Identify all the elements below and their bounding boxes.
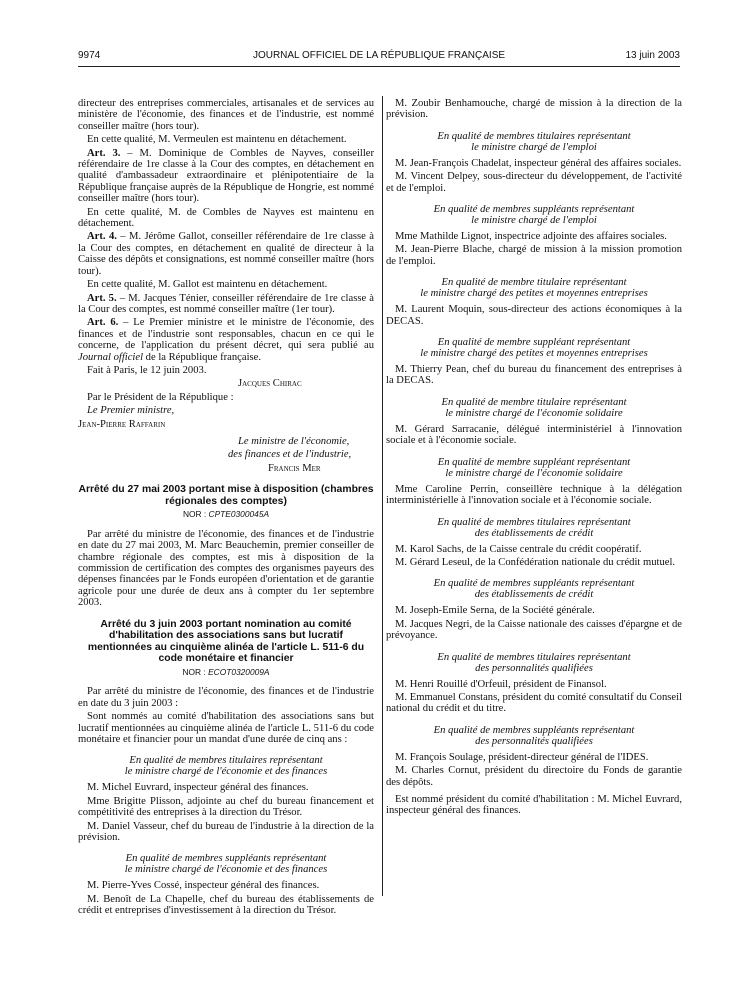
minister-title-1: Le ministre de l'économie, [238, 435, 350, 447]
arrete-1-title: Arrêté du 27 mai 2003 portant mise à disposition (chambres régionales des comptes) [78, 484, 374, 507]
article-label: Art. 3. [87, 147, 121, 159]
section-heading: En qualité de membres suppléants représentant des établissements de crédit [433, 578, 635, 601]
arrete-2-text-2: Sont nommés au comité d'habilitation des associations sans but lucratif mentionnées au cinquième alinéa de l'article L. 511-6 du code monétaire et financier pour un mandat d'une durée de cinq ans : [78, 711, 374, 746]
member: M. Jacques Negri, de la Caisse nationale des caisses d'épargne et de prévoyance. [386, 618, 682, 642]
section-heading: En qualité de membres titulaires représentant des établissements de crédit [437, 516, 631, 539]
article-text: – M. Jacques Ténier, conseiller référendaire de 1re classe à la Cour des comptes, est nommé conseiller maître (1er tour). [78, 292, 374, 315]
president-appointment: Est nommé président du comité d'habilitation : M. Michel Euvrard, inspecteur général des finances. [386, 793, 682, 817]
article-6 [78, 317, 374, 363]
paragraph: En cette qualité, M. Vermeulen est maintenu en détachement. [87, 134, 347, 146]
journal-title: JOURNAL OFFICIEL DE LA RÉPUBLIQUE FRANÇAISE [252, 50, 506, 61]
member: M. Daniel Vasseur, chef du bureau de l'industrie à la direction de la prévision. [78, 820, 374, 844]
section-heading: En qualité de membre suppléant représentant le ministre chargé des petites et moyennes entreprises [420, 337, 648, 360]
president-signature: Jacques Chirac [238, 378, 302, 390]
section-heading: En qualité de membre titulaire représentant le ministre chargé des petites et moyennes entreprises [420, 277, 648, 300]
section-heading: En qualité de membres titulaires représentant des personnalités qualifiées [437, 651, 631, 674]
article-4 [78, 231, 374, 277]
member: M. Vincent Delpey, sous-directeur du développement, de l'activité et de l'emploi. [386, 171, 682, 194]
member: Mme Caroline Perrin, conseillère technique à la délégation interministérielle à l'innovation sociale et à l'économie sociale. [386, 483, 682, 507]
arrete-1-nor: NOR : CPTE0300045A [182, 509, 270, 520]
arrete-2-text-1: Par arrêté du ministre de l'économie, des finances et de l'industrie en date du 3 juin 2003 : [78, 686, 374, 709]
article-text: – M. Dominique de Combles de Nayves, conseiller référendaire de 1re classe à la Cour des comptes, en détachement en qualité d'ambassadeur extraordinaire et plénipotentiaire de la République française auprès de la République de Hongrie, est nommé conseiller maître (hors tour). [78, 147, 374, 205]
member: M. Gérard Sarracanie, délégué interministériel à l'innovation sociale et à l'économie sociale. [386, 423, 682, 447]
signature-date: Fait à Paris, le 12 juin 2003. [87, 364, 207, 376]
member: M. Henri Rouillé d'Orfeuil, président de Finansol. [395, 678, 607, 690]
article-5 [78, 293, 374, 316]
member: M. Charles Cornut, président du directoire du Fonds de garantie des dépôts. [386, 765, 682, 788]
section-heading: En qualité de membres suppléants représentant des personnalités qualifiées [433, 724, 635, 747]
section-heading: En qualité de membres titulaires représentant le ministre chargé de l'économie et des finances [124, 755, 328, 778]
member: M. Jean-François Chadelat, inspecteur général des affaires sociales. [395, 157, 682, 169]
page-number: 9974 [78, 50, 101, 61]
minister-title-2: des finances et de l'industrie, [228, 449, 352, 461]
article-label: Art. 5. [87, 292, 117, 304]
pm-name: Jean-Pierre Raffarin [78, 418, 166, 430]
issue-date: 13 juin 2003 [625, 50, 680, 61]
member: M. Benoît de La Chapelle, chef du bureau des établissements de crédit et entreprises d'investissement à la direction du Trésor. [78, 893, 374, 917]
member: M. Emmanuel Constans, président du comité consultatif du Conseil national du crédit et du titre. [386, 691, 682, 715]
header-rule [78, 66, 680, 67]
member: M. François Soulage, président-directeur général de l'IDES. [395, 751, 649, 763]
journal-reference: Journal officiel [78, 351, 144, 363]
member: Mme Mathilde Lignot, inspectrice adjointe des affaires sociales. [395, 231, 667, 243]
section-heading: En qualité de membre titulaire représentant le ministre chargé de l'économie solidaire [441, 396, 627, 419]
member: M. Jean-Pierre Blache, chargé de mission à la mission promotion de l'emploi. [386, 244, 682, 267]
article-text: – M. Jérôme Gallot, conseiller référendaire de 1re classe à la Cour des comptes, en détachement en qualité de directeur à la Caisse des dépôts et consignations, est nommé conseiller maître (hors tour). [78, 231, 374, 277]
section-heading: En qualité de membres suppléants représentant le ministre chargé de l'économie et des finances [124, 853, 328, 876]
par-le-president: Par le Président de la République : [87, 391, 234, 403]
minister-name: Francis Mer [268, 462, 321, 474]
member: Mme Brigitte Plisson, adjointe au chef du bureau financement et compétitivité des entreprises à la direction du Trésor. [78, 795, 374, 819]
arrete-2-title: Arrêté du 3 juin 2003 portant nomination au comité d'habilitation des associations sans but lucratif mentionnées au cinquième alinéa de l'article L. 511-6 du code monétaire et financier [87, 618, 365, 665]
member: M. Karol Sachs, de la Caisse centrale du crédit coopératif. [395, 543, 642, 555]
section-heading: En qualité de membre suppléant représentant le ministre chargé de l'économie solidaire [437, 456, 631, 479]
arrete-2-nor: NOR : ECOT0320009A [182, 667, 270, 677]
article-text: – Le Premier ministre et le ministre de l'économie, des finances et de l'industrie sont responsables, chacun en ce qui le concerne, de l'application du présent décret, qui sera publié au [78, 317, 374, 352]
paragraph: directeur des entreprises commerciales, artisanales et de services au ministère de l'économie, des finances et de l'industrie, est nommé conseiller maître (hors tour). [78, 98, 374, 132]
member: M. Joseph-Emile Serna, de la Société générale. [395, 605, 595, 617]
left-column [78, 98, 374, 919]
member: M. Michel Euvrard, inspecteur général des finances. [87, 782, 309, 794]
arrete-1-text: Par arrêté du ministre de l'économie, des finances et de l'industrie en date du 27 mai 2003, M. Marc Beauchemin, premier conseiller de chambre régionale des comptes, est mis à disposition de la commission de certification des comptes des organismes payeurs des dépenses financées par le Fonds européen d'orientation et de garantie agricole pour une durée de deux ans à compter du 1er septembre 2003. [78, 528, 374, 609]
right-column [386, 98, 682, 819]
section-heading: En qualité de membres suppléants représentant le ministre chargé de l'emploi [433, 204, 635, 227]
member: M. Gérard Leseul, de la Confédération nationale du crédit mutuel. [395, 556, 676, 568]
pm-title: Le Premier ministre, [87, 405, 175, 417]
member: M. Thierry Pean, chef du bureau du financement des entreprises à la DECAS. [386, 364, 682, 387]
member: M. Laurent Moquin, sous-directeur des actions économiques à la DECAS. [386, 304, 682, 327]
member: M. Zoubir Benhamouche, chargé de mission à la direction de la prévision. [386, 98, 682, 121]
member: M. Pierre-Yves Cossé, inspecteur général des finances. [87, 880, 320, 892]
section-heading: En qualité de membres titulaires représentant le ministre chargé de l'emploi [437, 130, 631, 153]
article-label: Art. 6. [87, 317, 119, 329]
paragraph: En cette qualité, M. Gallot est maintenu en détachement. [87, 279, 328, 291]
column-divider [382, 96, 383, 896]
article-text: de la République française. [143, 351, 261, 363]
article-3 [78, 148, 374, 205]
paragraph: En cette qualité, M. de Combles de Nayves est maintenu en détachement. [78, 206, 374, 230]
article-label: Art. 4. [87, 231, 117, 243]
